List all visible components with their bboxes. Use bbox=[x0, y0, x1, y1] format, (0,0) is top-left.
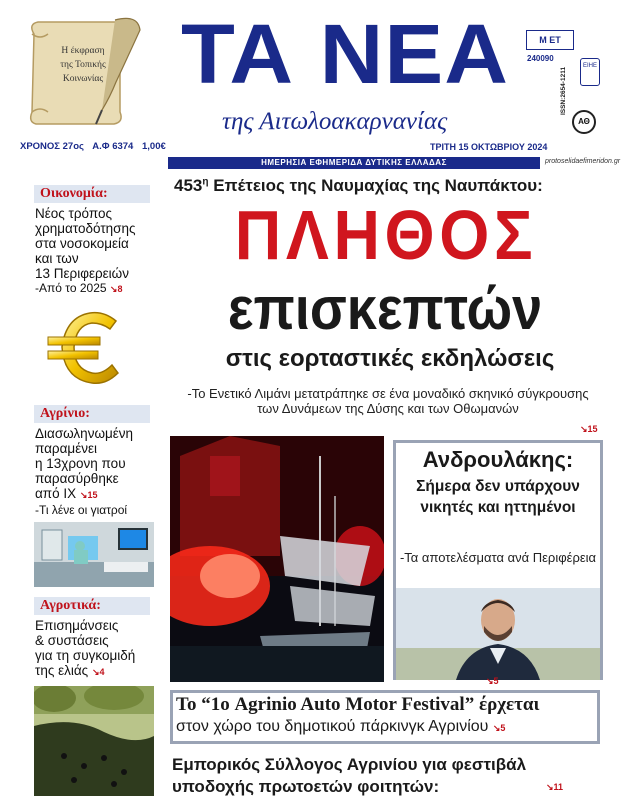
masthead-slogan: Η έκφραση της Τοπικής Κοινωνίας bbox=[60, 46, 106, 84]
main-headline-black: επισκεπτών bbox=[227, 275, 543, 342]
main-deck: -Το Ενετικό Λιμάνι μετατράπηκε σε ένα μοναδικό σκηνικό σύγκρουσης των Δυνάμεων της Δύσης και των Οθωμανών bbox=[187, 386, 589, 416]
eia-badge: ΕΙΗΕ bbox=[580, 58, 600, 86]
economy-story bbox=[0, 184, 160, 398]
main-kicker: $453^\eta$ Επέτειος της Ναυμαχίας της Ναυπάκτου: bbox=[174, 176, 543, 195]
naval-reenactment-photo bbox=[170, 436, 384, 682]
mepet-number: 240090 bbox=[527, 54, 554, 63]
page-ref-icon: ↘11 bbox=[546, 782, 564, 792]
economy-note: -Από το 2025 bbox=[35, 281, 107, 295]
agriculture-line: της ελιάς bbox=[35, 663, 89, 678]
issn-label: ISSN:2654-1211 bbox=[560, 66, 567, 115]
agrinio-note: -Τι λένε οι γιατροί bbox=[35, 503, 128, 517]
newspaper-subtitle: της Αιτωλοακαρνανίας bbox=[222, 108, 448, 135]
androulakis-portrait bbox=[396, 588, 600, 680]
euro-symbol-image bbox=[34, 303, 154, 393]
agrinio-line: παραμένει bbox=[35, 441, 97, 456]
economy-line: χρηματοδότησης bbox=[35, 221, 136, 236]
page-ref-icon: ↘15 bbox=[580, 424, 598, 434]
economy-line: Νέος τρόπος bbox=[35, 206, 112, 221]
agrinio-line: η 13χρονη που bbox=[35, 456, 126, 471]
issue-price: 1,00€ bbox=[141, 141, 166, 152]
page-ref-icon: ↘5 bbox=[486, 676, 499, 686]
main-subheadline: στις εορταστικές εκδηλώσεις bbox=[225, 345, 555, 372]
economy-line: στα νοσοκομεία bbox=[35, 236, 129, 251]
olive-harvest-image bbox=[34, 686, 154, 796]
hospital-image bbox=[34, 522, 154, 587]
economy-line: και των bbox=[35, 251, 79, 266]
daily-banner: ΗΜΕΡΗΣΙΑ ΕΦΗΜΕΡΙΔΑ ΔΥΤΙΚΗΣ ΕΛΛΑΔΑΣ bbox=[168, 157, 540, 169]
agriculture-story bbox=[0, 596, 160, 800]
androulakis-title: Ανδρουλάκης: bbox=[422, 447, 574, 472]
agrinio-line: Διασωληνωμένη bbox=[35, 426, 134, 441]
festival-sub: στον χώρο του δημοτικού πάρκινγκ Αγρινίου ↘5 bbox=[176, 718, 506, 735]
main-headline-red: ΠΛΗΘΟΣ bbox=[234, 196, 538, 274]
newspaper-title: ΤΑ ΝΕΑ bbox=[180, 7, 510, 101]
agrinio-line: από ΙΧ bbox=[35, 486, 77, 501]
mepet-badge: Μ ΕΤ bbox=[526, 30, 574, 50]
issue-year: ΧΡΟΝΟΣ 27ος bbox=[20, 141, 84, 152]
issue-date: ΤΡΙΤΗ 15 ΟΚΤΩΒΡΙΟΥ 2024 bbox=[430, 142, 548, 152]
left-column bbox=[0, 172, 160, 800]
androulakis-sub: -Τα αποτελέσματα ανά Περιφέρεια bbox=[399, 550, 597, 565]
agrinio-story bbox=[0, 404, 160, 592]
androulakis-quote: Σήμερα δεν υπάρχουν νικητές και ηττημένοι bbox=[416, 478, 580, 516]
agriculture-line: & συστάσεις bbox=[35, 633, 109, 648]
section-tag-agriculture: Αγροτικά: bbox=[34, 597, 150, 615]
agrinio-line: παρασύρθηκε bbox=[35, 471, 119, 486]
bottom-headline: Εμπορικός Σύλλογος Αγρινίου για φεστιβάλ υποδοχής πρωτοετών φοιτητών: bbox=[172, 755, 527, 796]
economy-line: 13 Περιφερειών bbox=[35, 266, 129, 281]
issue-number: Α.Φ 6374 bbox=[92, 141, 134, 152]
festival-title: Το “1ο Agrinio Auto Motor Festival” έρχεται bbox=[176, 694, 540, 715]
page-ref-icon: ↘4 bbox=[91, 667, 105, 677]
issue-info bbox=[20, 141, 172, 152]
section-tag-economy: Οικονομία: bbox=[34, 185, 150, 203]
page-ref-icon: ↘15 bbox=[79, 490, 98, 500]
page-ref-icon: ↘8 bbox=[109, 284, 123, 294]
agriculture-line: Επισημάνσεις bbox=[35, 618, 119, 633]
section-tag-agrinio: Αγρίνιο: bbox=[34, 405, 150, 423]
circle-badge: ΑΘ bbox=[572, 110, 596, 134]
agriculture-line: για τη συγκομιδή bbox=[35, 648, 136, 663]
website-label: protoselidaefimeridon.gr bbox=[545, 158, 621, 165]
page-ref-icon: ↘5 bbox=[492, 723, 506, 733]
